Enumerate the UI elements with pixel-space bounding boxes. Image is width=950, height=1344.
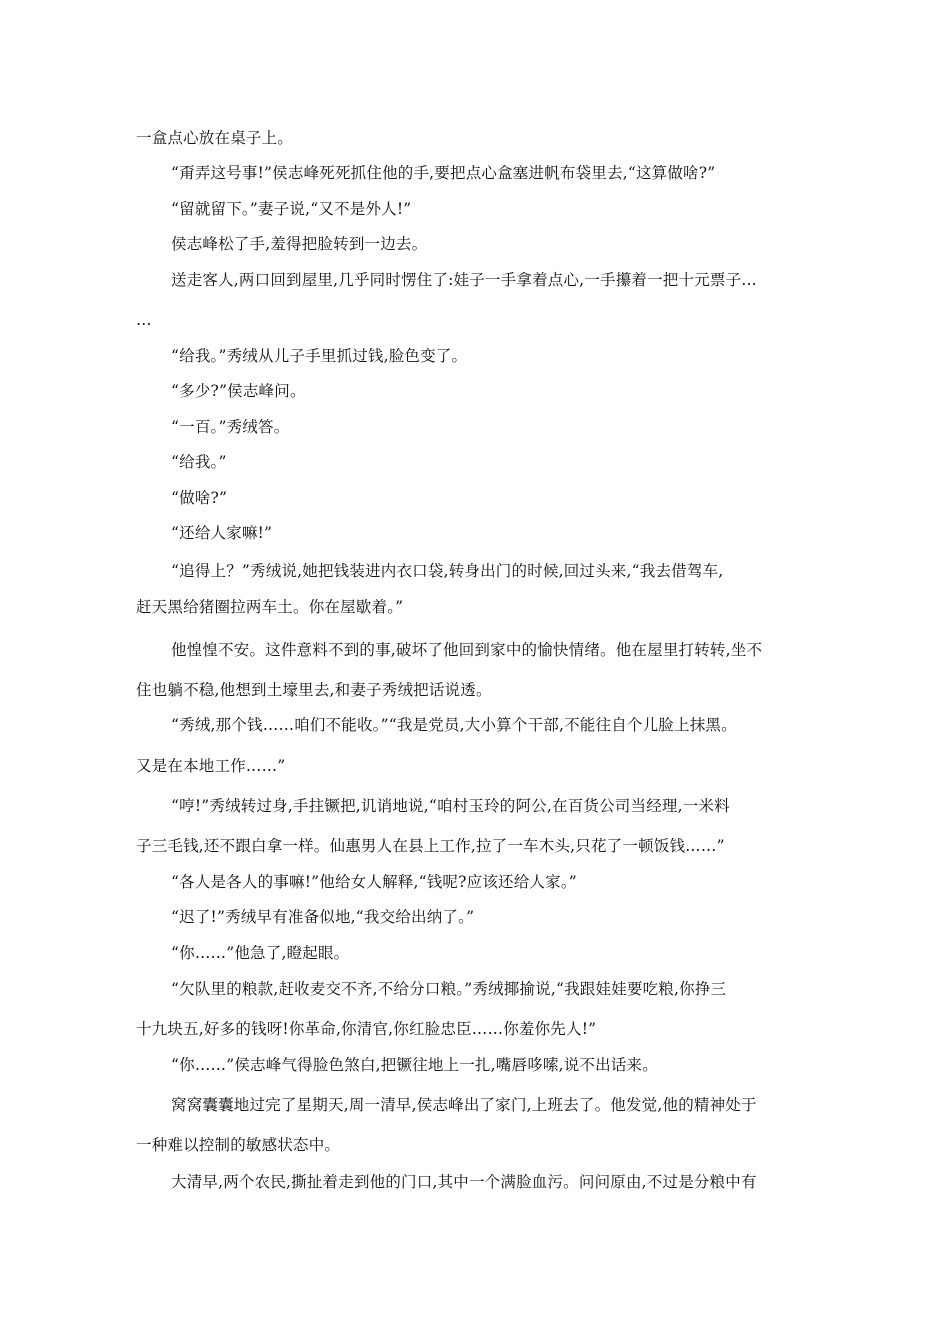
text-line: 送走客人,两口回到屋里,几乎同时愣住了:娃子一手拿着点心,一手攥着一把十元票子… [171, 271, 758, 289]
text-line: 住也躺不稳,他想到土壕里去,和妻子秀绒把话说透。 [136, 681, 492, 699]
text-line: “一百。”秀绒答。 [171, 418, 290, 436]
text-line: “欠队里的粮款,赶收麦交不齐,不给分口粮。”秀绒揶揄说,“我跟娃娃要吃粮,你挣三 [171, 980, 727, 998]
text-line: “给我。” [171, 453, 227, 471]
text-line: 一盒点心放在桌子上。 [136, 129, 294, 147]
text-line: “还给人家嘛!” [171, 524, 273, 542]
text-line: 一种难以控制的敏感状态中。 [136, 1136, 341, 1154]
text-line: “各人是各人的事嘛!”他给女人解释,“钱呢?应该还给人家。” [171, 873, 577, 891]
text-line: “多少?”侯志峰问。 [171, 382, 306, 400]
text-line: “秀绒,那个钱……咱们不能收。”“我是党员,大小算个干部,不能往自个儿脸上抹黑。 [171, 716, 737, 734]
text-line: 又是在本地工作……” [136, 757, 286, 775]
text-line: 侯志峰松了手,羞得把脸转到一边去。 [171, 235, 428, 253]
text-line: “留就留下。”妻子说,“又不是外人!” [171, 200, 412, 218]
text-line: 子三毛钱,还不跟白拿一样。仙惠男人在县上工作,拉了一车木头,只花了一顿饭钱……” [136, 837, 725, 855]
text-line: 赶天黑给猪圈拉两车土。你在屋歇着。” [136, 598, 404, 616]
text-line: “你……”他急了,瞪起眼。 [171, 944, 350, 962]
text-line: “做啥?” [171, 489, 228, 507]
text-line: “甭弄这号事!”侯志峰死死抓住他的手,要把点心盒塞进帆布袋里去,“这算做啥?” [171, 164, 716, 182]
text-line: “你……”侯志峰气得脸色煞白,把镢往地上一扎,嘴唇哆嗦,说不出话来。 [171, 1056, 658, 1074]
text-line: “给我。”秀绒从儿子手里抓过钱,脸色变了。 [171, 347, 468, 365]
text-line: “哼!”秀绒转过身,手拄镢把,讥诮地说,“咱村玉玲的阿公,在百货公司当经理,一米料 [171, 797, 730, 815]
text-line: … [136, 311, 152, 329]
text-line: 大清早,两个农民,撕扯着走到他的门口,其中一个满脸血污。问问原由,不过是分粮中有 [171, 1173, 757, 1191]
text-line: 窝窝囊囊地过完了星期天,周一清早,侯志峰出了家门,上班去了。他发觉,他的精神处于 [171, 1096, 757, 1114]
text-line: “迟了!”秀绒早有准备似地,“我交给出纳了。” [171, 908, 475, 926]
text-line: “追得上？”秀绒说,她把钱装进内衣口袋,转身出门的时候,回过头来,“我去借驾车, [171, 562, 724, 580]
text-line: 十九块五,好多的钱呀!你革命,你清官,你红脸忠臣……你羞你先人!” [136, 1020, 597, 1038]
text-line: 他惶惶不安。这件意料不到的事,破坏了他回到家中的愉快情绪。他在屋里打转转,坐不 [171, 641, 763, 659]
